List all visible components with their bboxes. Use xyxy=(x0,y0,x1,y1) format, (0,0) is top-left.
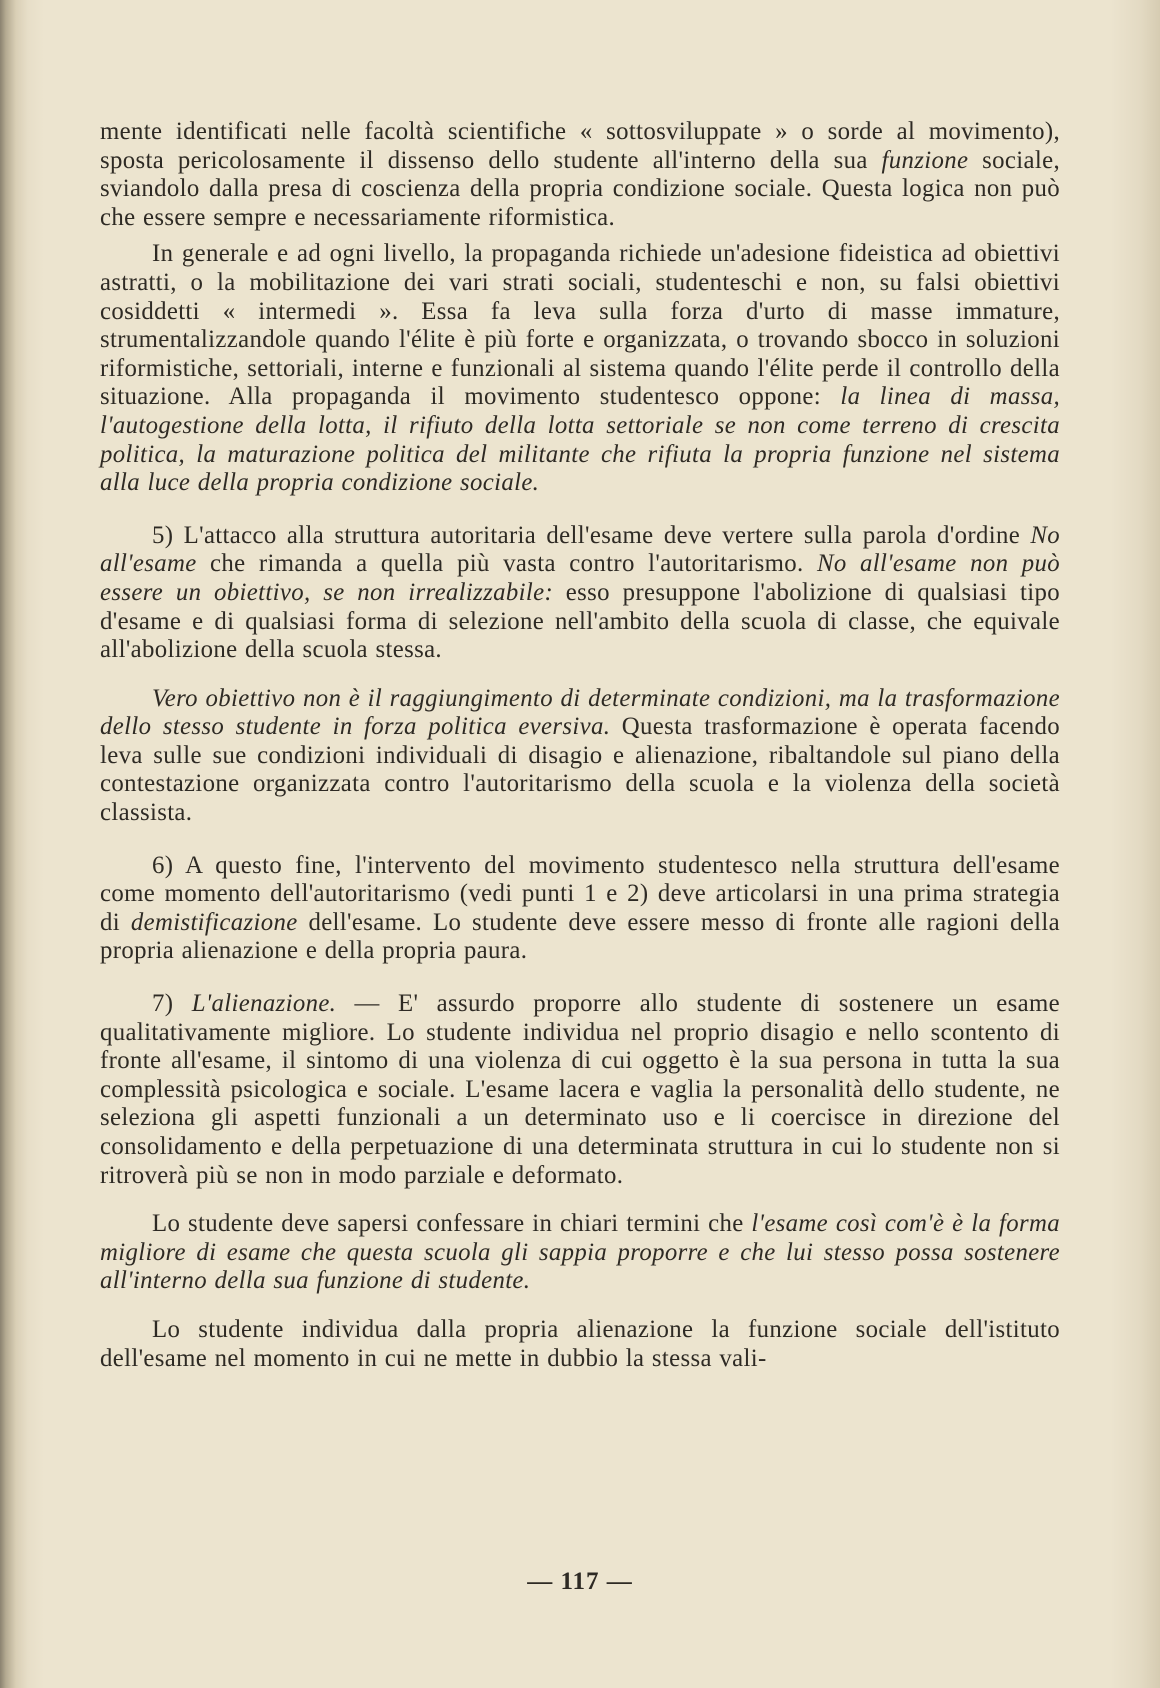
text-run: 5) L'attacco alla struttura autoritaria dell'esame deve vertere sulla parola d'ordine xyxy=(152,521,1031,549)
paragraph-5 xyxy=(100,852,1060,966)
italic-text-run: funzione xyxy=(881,146,969,174)
text-run: sociale, sviandolo dalla presa di coscienza della propria condizione sociale. Questa logica non può che essere sempre e necessariamente riformistica. xyxy=(100,146,1060,231)
paragraph-2 xyxy=(100,240,1060,497)
paragraph-7 xyxy=(100,1210,1060,1296)
text-run: Questa trasformazione è operata facendo leva sulle sue condizioni individuali di disagio e alienazione, ribaltandole sul piano della contestazione organizzata contro l'autoritarismo della scuola e la violenza della società classista. xyxy=(100,713,1060,827)
paragraph-4 xyxy=(100,685,1060,828)
italic-text-run: No all'esame non può essere un obiettivo, se non irrealizzabile: xyxy=(100,550,1060,606)
body-text xyxy=(100,118,1060,1373)
paragraph-3 xyxy=(100,522,1060,665)
text-run: 7) xyxy=(152,990,192,1018)
italic-text-run: demistificazione xyxy=(130,908,298,936)
text-run: dell'esame. Lo studente deve essere messo di fronte alle ragioni della propria alienazione e della propria paura. xyxy=(100,908,1060,965)
italic-text-run: l'esame così com'è è la forma migliore di esame che questa scuola gli sappia proporre e che lui stesso possa sostenere all'interno della sua funzione di studente. xyxy=(100,1210,1060,1295)
text-run: Lo studente individua dalla propria alienazione la funzione sociale dell'istituto dell'esame nel momento in cui ne mette in dubbio la stessa vali- xyxy=(100,1315,1060,1372)
italic-text-run: No all'esame xyxy=(100,521,1060,578)
text-run: In generale e ad ogni livello, la propaganda richiede un'adesione fideistica ad obiettivi astratti, o la mobilitazione dei vari strati sociali, studenteschi e non, su falsi obiettivi cosiddetti « intermedi ». Essa fa leva sulla forza d'urto di masse immature, strumentalizzandole quando l'élite è più forte e organizzata, o trovando sbocco in soluzioni riformistiche, settoriali, interne e funzionali al sistema quando l'élite perde il controllo della situazione. Alla propaganda il movimento studentesco oppone: xyxy=(100,240,1060,411)
italic-text-run: L'alienazione. xyxy=(191,990,337,1018)
text-run: 6) A questo fine, l'intervento del movimento studentesco nella struttura dell'esame come momento dell'autoritarismo (vedi punti 1 e 2) deve articolarsi in una prima strategia di xyxy=(100,851,1060,936)
paragraph-1 xyxy=(100,118,1060,232)
text-run: esso presuppone l'abolizione di qualsiasi tipo d'esame e di qualsiasi forma di selezione nell'ambito della scuola di classe, che equivale all'abolizione della scuola stessa. xyxy=(100,578,1060,664)
page-number: — 117 — xyxy=(527,1568,633,1595)
text-run: — E' assurdo proporre allo studente di sostenere un esame qualitativamente migliore. Lo studente individua nel proprio disagio e nello scontento di fronte all'esame, il sintomo di una violenza di cui oggetto è la sua persona in tutta la sua complessità psicologica e sociale. L'esame lacera e vaglia la personalità dello studente, ne seleziona gli aspetti funzionali a un determinato uso e li coercisce in direzione del consolidamento e della perpetuazione di una determinata struttura in cui lo studente non si ritroverà più se non in modo parziale e deformato. xyxy=(100,990,1061,1189)
paragraph-8 xyxy=(100,1316,1060,1373)
italic-text-run: la linea di massa, l'autogestione della lotta, il rifiuto della lotta settoriale se non come terreno di crescita politica, la maturazione politica del militante che rifiuta la propria funzione nel sistema alla luce della propria condizione sociale. xyxy=(100,383,1060,497)
text-run: Lo studente deve sapersi confessare in chiari termini che xyxy=(152,1210,752,1238)
italic-text-run: Vero obiettivo non è il raggiungimento di determinate condizioni, ma la trasformazione dello stesso studente in forza politica eversiva. xyxy=(100,684,1060,741)
text-run: che rimanda a quella più vasta contro l'autoritarismo. xyxy=(196,550,817,578)
paragraph-6 xyxy=(100,990,1060,1190)
text-run: mente identificati nelle facoltà scientifiche « sottosviluppate » o sorde al movimento), sposta pericolosamente il dissenso dello studente all'interno della sua xyxy=(100,118,1060,174)
